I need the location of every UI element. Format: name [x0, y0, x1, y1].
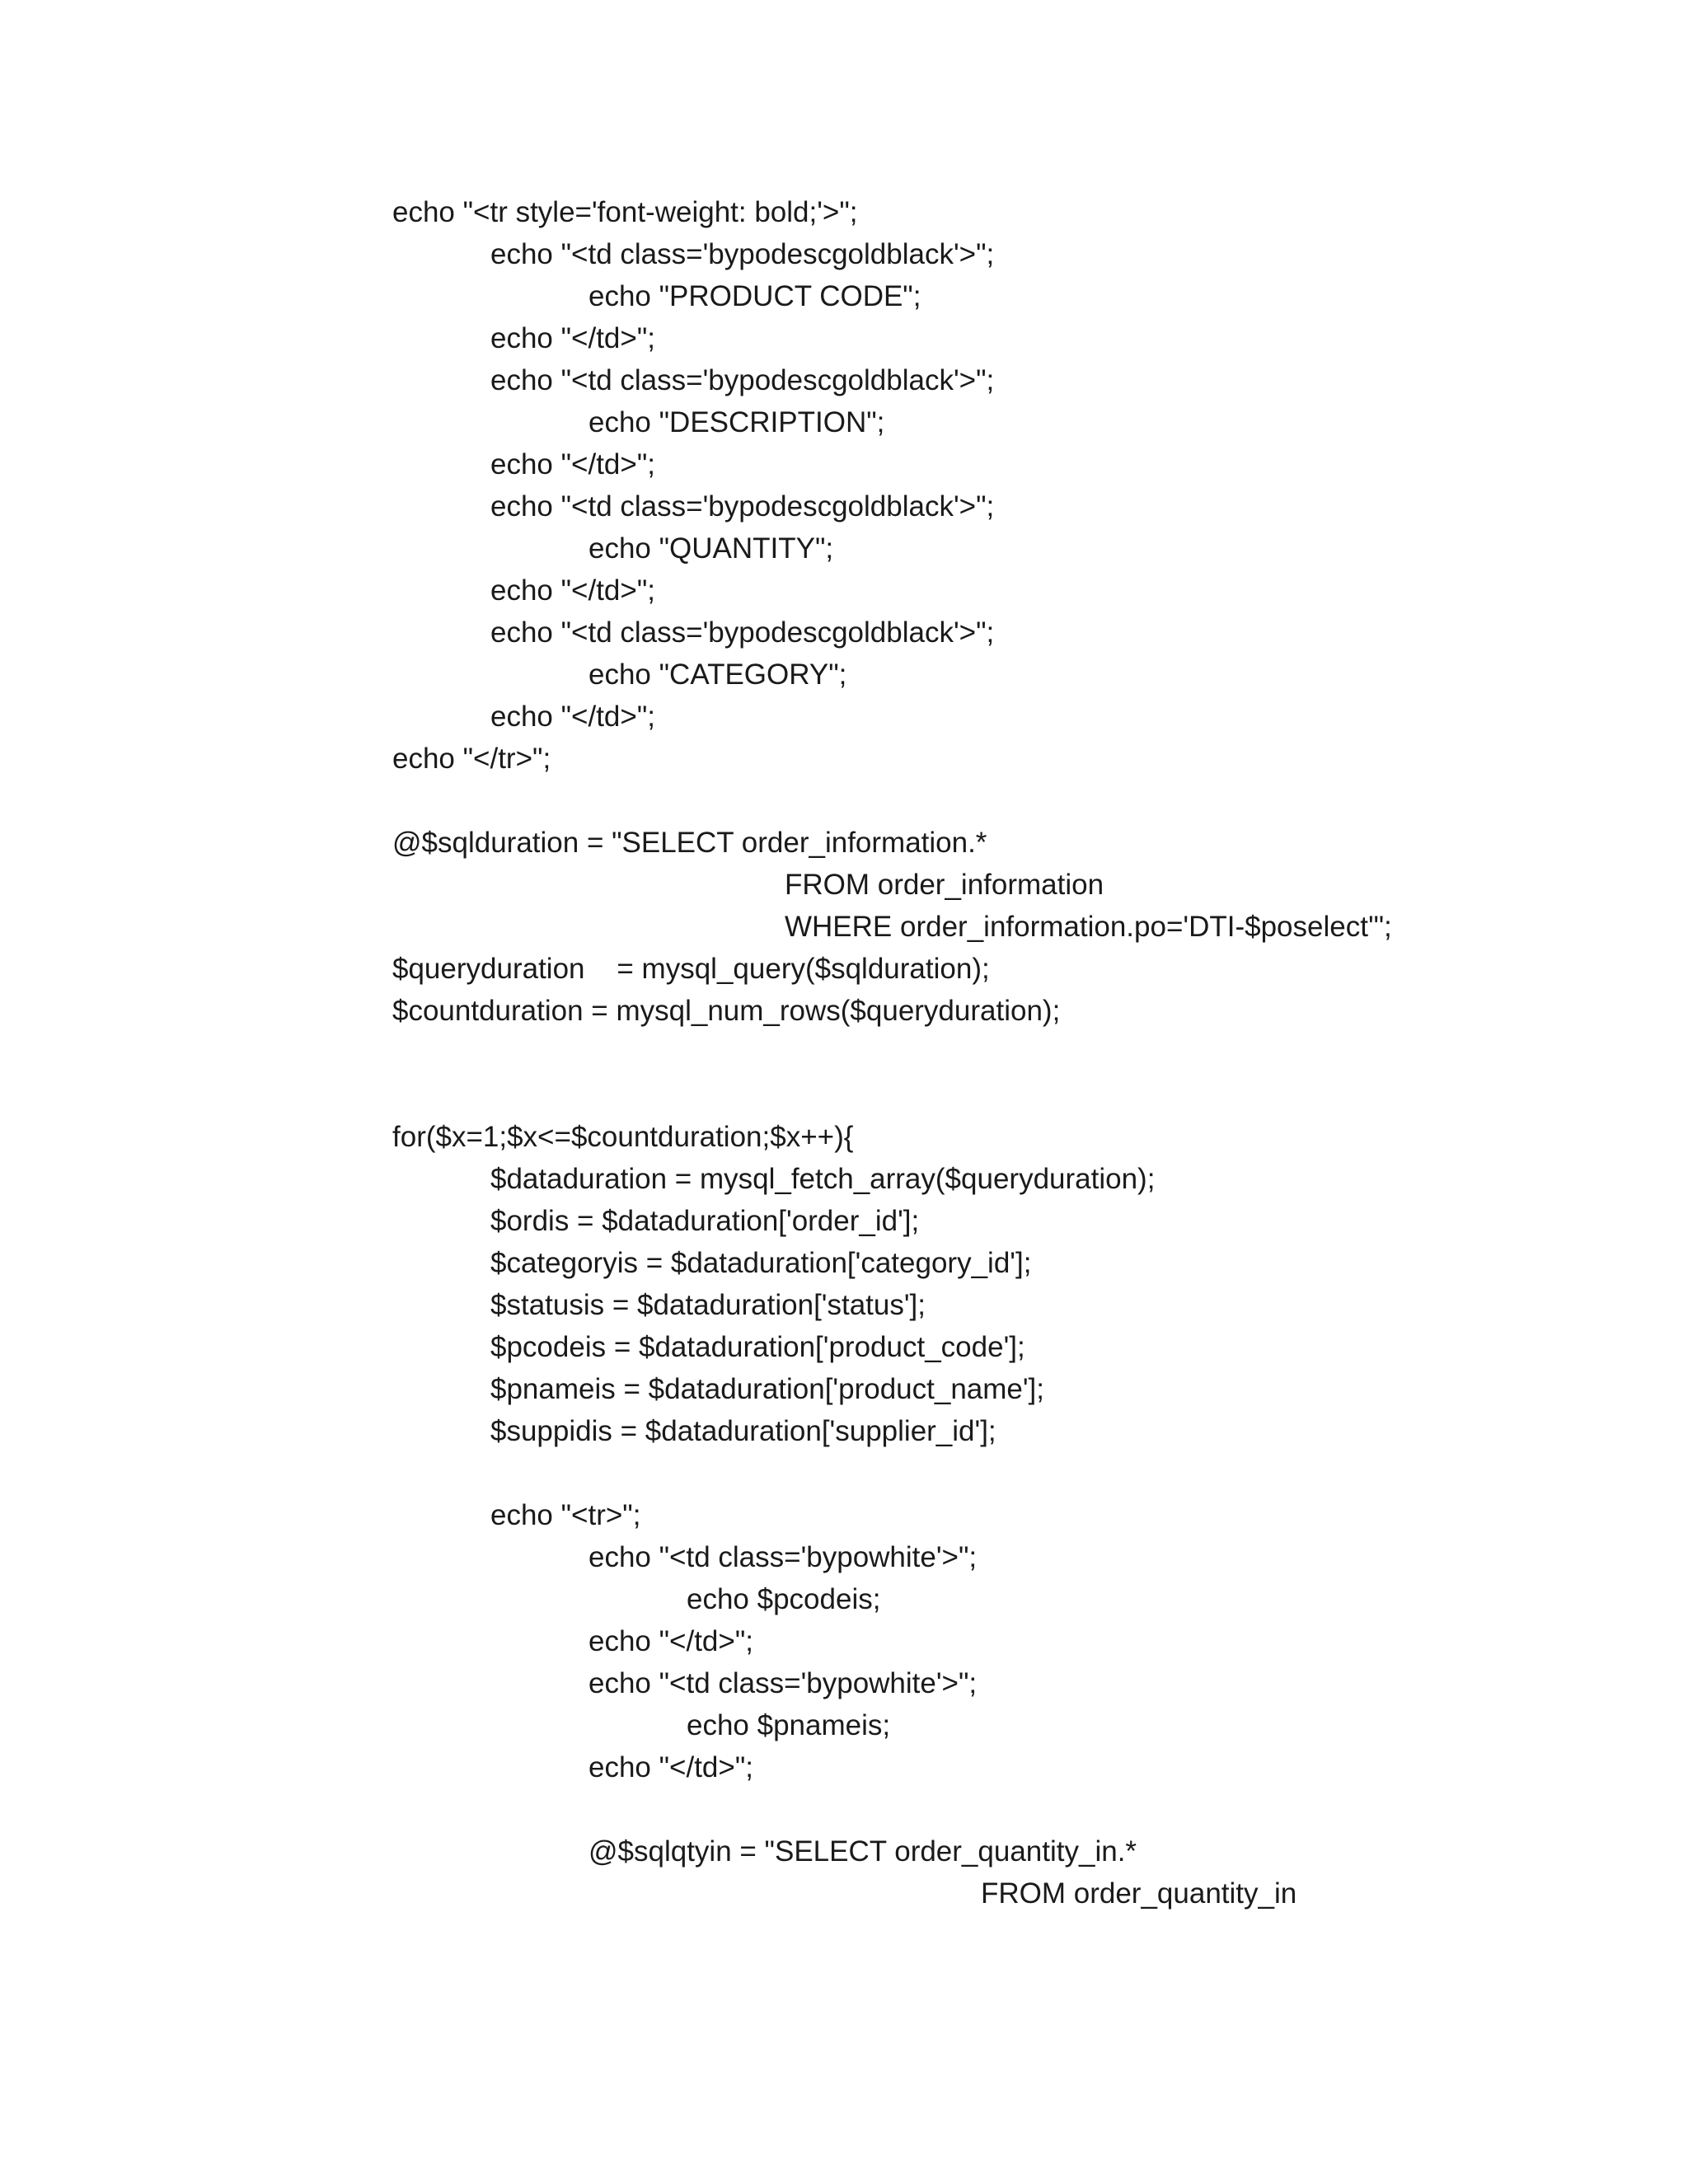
code-line: @$sqlqtyin = "SELECT order_quantity_in.* — [588, 1835, 1137, 1868]
code-line: echo "CATEGORY"; — [588, 658, 847, 691]
code-line: echo "</tr>"; — [392, 743, 551, 775]
code-line: $ordis = $dataduration['order_id']; — [490, 1205, 920, 1237]
code-line: echo "</td>"; — [490, 701, 655, 733]
code-line: $pcodeis = $dataduration['product_code']; — [490, 1331, 1025, 1363]
code-line: @$sqlduration = "SELECT order_information.* — [392, 827, 987, 859]
code-line: echo "<td class='bypodescgoldblack'>"; — [490, 238, 995, 270]
code-line: WHERE order_information.po='DTI-$poselect'"; — [785, 911, 1392, 943]
code-line: echo $pnameis; — [687, 1709, 891, 1741]
code-line: echo "DESCRIPTION"; — [588, 406, 885, 438]
code-line: echo "</td>"; — [490, 574, 655, 607]
code-line: echo "<td class='bypowhite'>"; — [588, 1667, 978, 1699]
code-line: echo "</td>"; — [490, 322, 655, 354]
code-line: echo "<tr style='font-weight: bold;'>"; — [392, 196, 858, 228]
code-line: echo "<tr>"; — [490, 1499, 641, 1531]
code-line: echo "</td>"; — [490, 448, 655, 480]
code-line: echo $pcodeis; — [687, 1583, 881, 1615]
code-line: echo "QUANTITY"; — [588, 532, 834, 565]
code-line: echo "</td>"; — [588, 1751, 753, 1783]
code-line: echo "PRODUCT CODE"; — [588, 280, 921, 312]
code-line: echo "<td class='bypowhite'>"; — [588, 1541, 978, 1573]
code-line: $queryduration = mysql_query($sqlduration); — [392, 953, 990, 985]
code-line: echo "<td class='bypodescgoldblack'>"; — [490, 490, 995, 523]
code-line: FROM order_quantity_in — [981, 1877, 1297, 1910]
code-line: echo "<td class='bypodescgoldblack'>"; — [490, 364, 995, 396]
code-line: for($x=1;$x<=$countduration;$x++){ — [392, 1121, 854, 1153]
code-line: echo "</td>"; — [588, 1625, 753, 1657]
code-line: echo "<td class='bypodescgoldblack'>"; — [490, 616, 995, 649]
code-line: $suppidis = $dataduration['supplier_id']; — [490, 1415, 996, 1447]
code-line: $categoryis = $dataduration['category_id']; — [490, 1247, 1032, 1279]
code-line: $dataduration = mysql_fetch_array($queryduration); — [490, 1163, 1156, 1195]
code-line: FROM order_information — [785, 869, 1104, 901]
code-line: $statusis = $dataduration['status']; — [490, 1289, 926, 1321]
code-line: $countduration = mysql_num_rows($queryduration); — [392, 995, 1061, 1027]
code-line: $pnameis = $dataduration['product_name']; — [490, 1373, 1045, 1405]
